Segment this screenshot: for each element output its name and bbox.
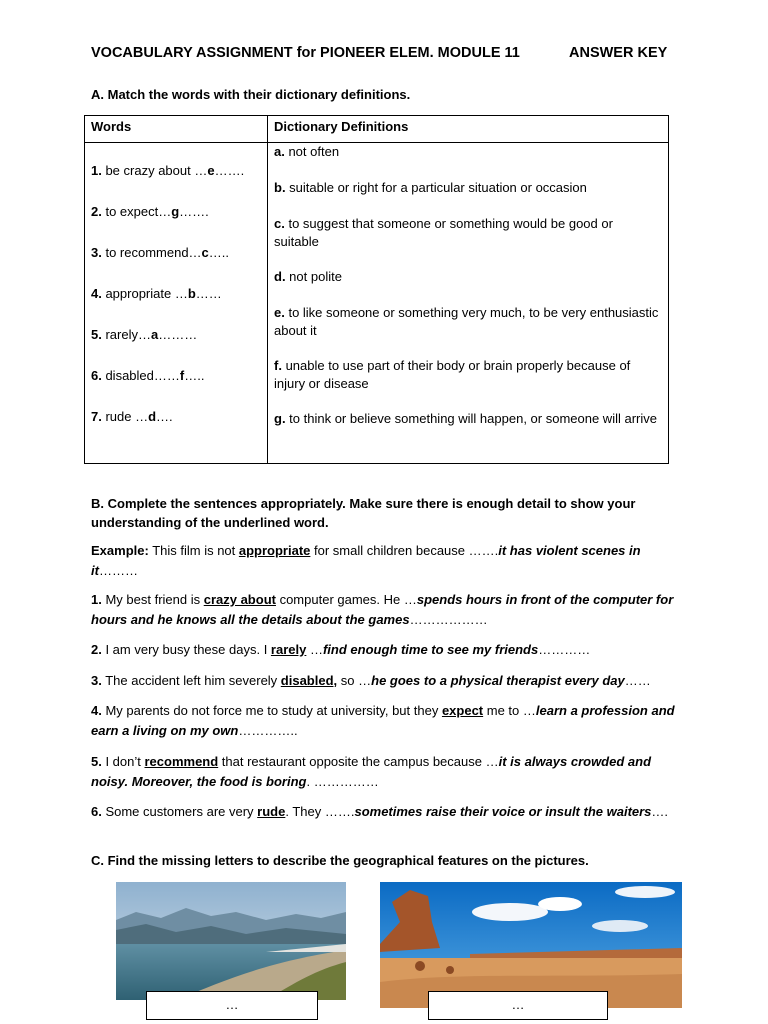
sentence-item: 3. The accident left him severely disabled, so …he goes to a physical therapist every day…… (91, 673, 651, 688)
sentence-item: 1. My best friend is crazy about computer games. He …spends hours in front of the computer for hours and he knows all the details about the games……………… (91, 592, 674, 627)
answer-text: spends hours in front of the computer for hours and he knows all the details about the games (91, 592, 674, 627)
section-a-heading: A. Match the words with their dictionary definitions. (91, 87, 411, 102)
definition-item: d. not polite (274, 269, 342, 284)
sentence-item: 4. My parents do not force me to study at university, but they expect me to …learn a profession and earn a living on my own………….. (91, 703, 675, 738)
matching-table (84, 115, 669, 464)
answer-box-1[interactable]: … (146, 991, 318, 1020)
sentence-item: 6. Some customers are very rude. They …….sometimes raise their voice or insult the waiters…. (91, 804, 669, 819)
underlined-word: recommend (144, 754, 219, 769)
page-title: VOCABULARY ASSIGNMENT for PIONEER ELEM. MODULE 11 ANSWER KEY (91, 45, 668, 61)
underlined-word: rude (257, 804, 286, 819)
underlined-word: crazy about (203, 592, 276, 607)
answer-text: sometimes raise their voice or insult the waiters (354, 804, 652, 819)
answer-text: find enough time to see my friends (322, 642, 539, 657)
answer-text: learn a profession and earn a living on my own (91, 703, 675, 738)
underlined-word: expect (441, 703, 484, 718)
underlined-word: appropriate (238, 543, 311, 558)
answer-text: it has violent scenes in it (91, 543, 641, 578)
section-c-heading: C. Find the missing letters to describe the geographical features on the pictures. (91, 853, 589, 868)
words-column-header: Words (85, 116, 268, 143)
word-item: 5. rarely…a……… (91, 327, 198, 342)
definition-item: f. unable to use part of their body or brain properly because of injury or disease (274, 358, 631, 391)
word-item: 1. be crazy about …e……. (91, 163, 245, 178)
word-item: 2. to expect…g……. (91, 204, 209, 219)
word-item: 7. rude …d…. (91, 409, 173, 424)
definitions-column-header: Dictionary Definitions (268, 116, 669, 143)
example-sentence: Example: This film is not appropriate for small children because …….it has violent scenes in it……… (91, 543, 641, 578)
sentence-item: 5. I don’t recommend that restaurant opposite the campus because …it is always crowded and noisy. Moreover, the food is boring. …………… (91, 754, 652, 789)
underlined-word: rarely (270, 642, 307, 657)
definition-item: g. to think or believe something will happen, or someone will arrive (274, 411, 657, 426)
definition-item: e. to like someone or something very much, to be very enthusiastic about it (274, 305, 659, 338)
coast-picture (116, 882, 346, 1000)
section-b-heading: B. Complete the sentences appropriately. Make sure there is enough detail to show your understanding of the underlined word. (91, 496, 636, 530)
word-item: 4. appropriate …b…… (91, 286, 222, 301)
definition-item: c. to suggest that someone or something would be good or suitable (274, 216, 613, 249)
definition-item: a. not often (274, 144, 340, 159)
answer-box-2[interactable]: … (428, 991, 608, 1020)
desert-picture (380, 882, 682, 1008)
answer-text: it is always crowded and noisy. Moreover, the food is boring (91, 754, 652, 789)
underlined-word: disabled, (280, 673, 338, 688)
definition-item: b. suitable or right for a particular situation or occasion (274, 180, 587, 195)
sentence-item: 2. I am very busy these days. I rarely …find enough time to see my friends………… (91, 642, 591, 657)
answer-text: he goes to a physical therapist every day (371, 673, 625, 688)
answer-key-label: ANSWER KEY (569, 45, 668, 61)
definition-list (268, 143, 668, 463)
word-item: 6. disabled……f….. (91, 368, 205, 383)
word-list (85, 143, 267, 463)
word-item: 3. to recommend…c….. (91, 245, 230, 260)
